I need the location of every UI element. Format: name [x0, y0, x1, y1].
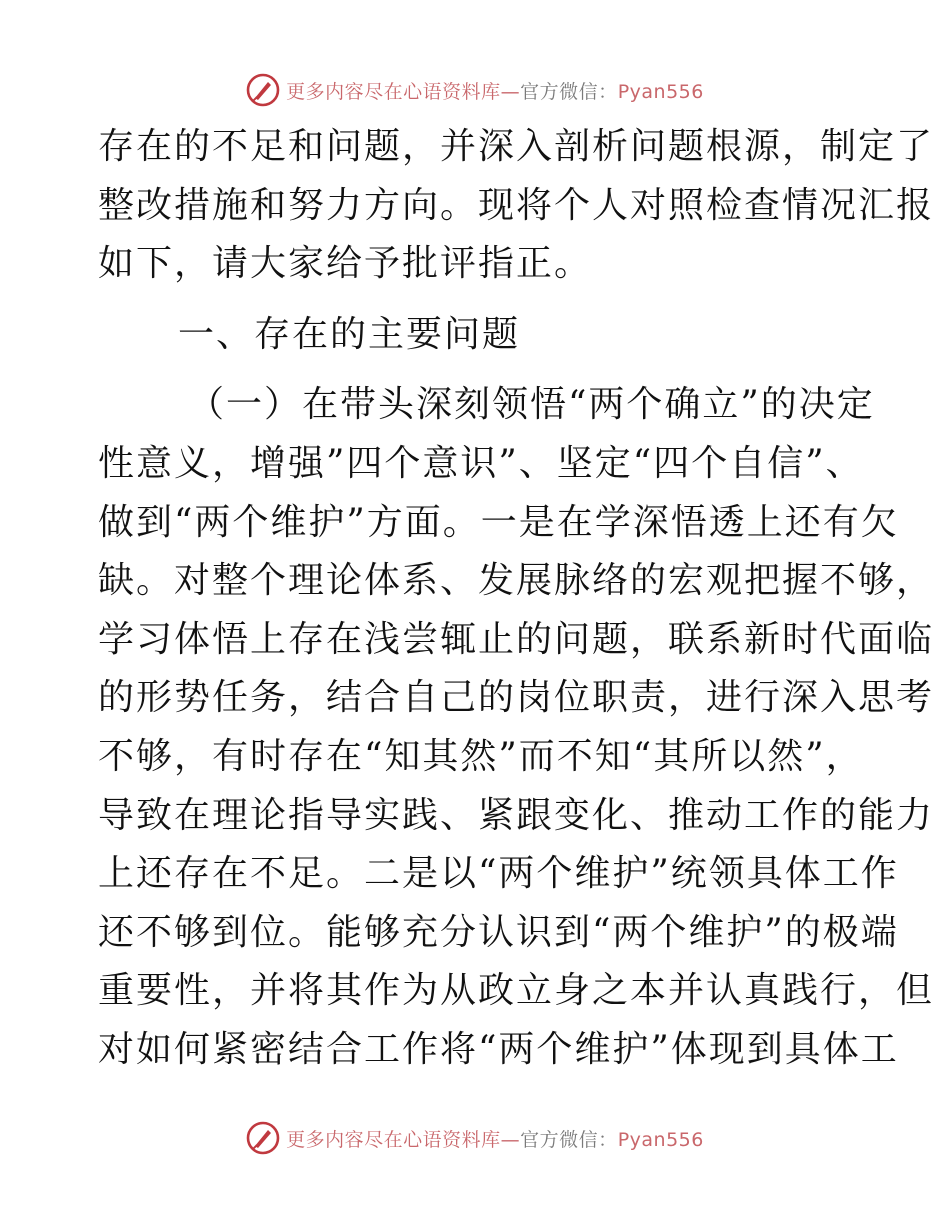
text-line: 性意义，增强”四个意识”、坚定“四个自信”、: [98, 442, 864, 484]
watermark-text: [286, 77, 704, 104]
text-line: 还不够到位。能够充分认识到“两个维护”的极端: [98, 911, 899, 953]
subsection-heading: （一）在带头深刻领悟“两个确立”的决定: [188, 384, 875, 426]
watermark-main: 更多内容尽在心语资料库: [286, 80, 501, 103]
document-body: [98, 118, 935, 1080]
watermark-wechat-id: Pyan556: [617, 80, 704, 103]
section-heading: 一、存在的主要问题: [178, 313, 521, 355]
quill-logo-icon: [246, 1121, 280, 1155]
footer-watermark: [0, 1118, 950, 1158]
watermark-wechat-id: Pyan556: [617, 1128, 704, 1151]
text-line: 缺。对整个理论体系、发展脉络的宏观把握不够，: [98, 560, 935, 602]
header-watermark: [0, 70, 950, 110]
watermark-main: 更多内容尽在心语资料库: [286, 1128, 501, 1151]
watermark-wechat-label: 官方微信：: [520, 1128, 618, 1151]
text-line: 如下，请大家给予批评指正。: [98, 243, 593, 285]
text-line: 做到“两个维护”方面。一是在学深悟透上还有欠: [98, 501, 899, 543]
watermark-wechat-label: 官方微信：: [520, 80, 618, 103]
watermark-dash: —: [500, 1128, 521, 1151]
watermark-text: [286, 1125, 704, 1152]
text-line: 重要性，并将其作为从政立身之本并认真践行，但: [98, 970, 935, 1012]
text-line: 学习体悟上存在浅尝辄止的问题，联系新时代面临: [98, 618, 935, 660]
text-line: 的形势任务，结合自己的岗位职责，进行深入思考: [98, 677, 935, 719]
text-line: 整改措施和努力方向。现将个人对照检查情况汇报: [98, 184, 935, 226]
quill-logo-icon: [246, 73, 280, 107]
text-line: 不够，有时存在“知其然”而不知“其所以然”，: [98, 735, 864, 777]
text-line: 导致在理论指导实践、紧跟变化、推动工作的能力: [98, 794, 935, 836]
text-line: 对如何紧密结合工作将“两个维护”体现到具体工: [98, 1028, 899, 1070]
watermark-dash: —: [500, 80, 521, 103]
text-line: 存在的不足和问题，并深入剖析问题根源，制定了: [98, 126, 935, 167]
text-line: 上还存在不足。二是以“两个维护”统领具体工作: [98, 853, 899, 895]
